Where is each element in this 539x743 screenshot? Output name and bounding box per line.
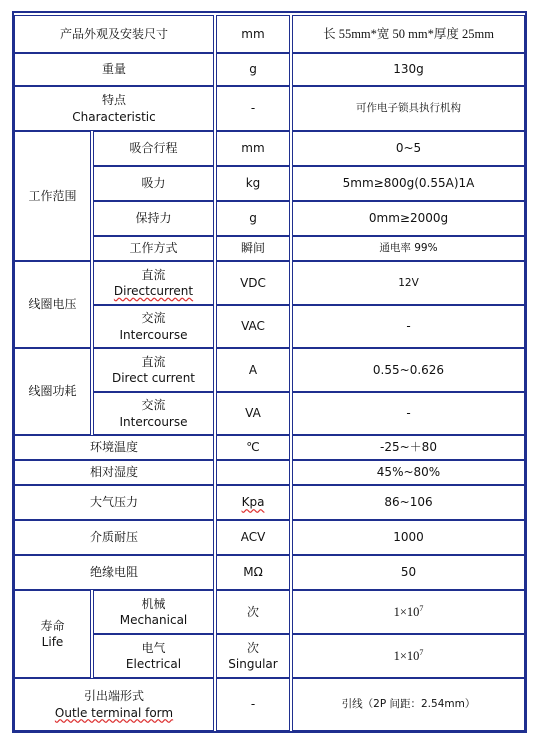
voltage-ac-en: Intercourse (119, 327, 188, 342)
temp-name: 环境温度 (14, 435, 214, 460)
insulation-value: 50 (292, 555, 525, 590)
outlet-name-cn: 引出端形式 (83, 689, 144, 704)
humidity-name: 相对湿度 (14, 460, 214, 485)
dims-unit: mm (216, 15, 290, 53)
power-dc-value: 0.55~0.626 (292, 348, 525, 392)
voltage-dc-value: 12V (292, 261, 525, 305)
dielectric-unit: ACV (216, 520, 290, 555)
hold-value: 0mm≥2000g (292, 201, 525, 236)
life-elec-name (93, 634, 214, 678)
power-ac-en: Intercourse (119, 414, 188, 429)
voltage-dc-en: Directcurrent (113, 284, 194, 298)
pressure-unit-text: Kpa (241, 495, 265, 510)
power-group: 线圈功耗 (14, 348, 91, 435)
voltage-dc-name (93, 261, 214, 305)
force-name: 吸力 (93, 166, 214, 201)
life-group-cn: 寿命 (40, 618, 65, 633)
force-unit: kg (216, 166, 290, 201)
dims-value: 长 55mm*宽 50 mm*厚度 25mm (292, 15, 525, 53)
life-mech-value-exp: 7 (419, 603, 424, 613)
insulation-unit: MΩ (216, 555, 290, 590)
power-dc-unit: A (216, 348, 290, 392)
voltage-ac-unit: VAC (216, 305, 290, 348)
weight-value: 130g (292, 53, 525, 86)
power-dc-name (93, 348, 214, 392)
life-elec-unit-cn: 次 (246, 640, 259, 655)
feature-value: 可作电子锁具执行机构 (292, 86, 525, 131)
life-group-en: Life (41, 635, 64, 649)
dielectric-name: 介质耐压 (14, 520, 214, 555)
pressure-name: 大气压力 (14, 485, 214, 520)
outlet-value: 引线（2P 间距：2.54mm） (292, 678, 525, 731)
life-elec-unit-en: Singular (228, 657, 278, 671)
life-mech-en: Mechanical (119, 613, 188, 627)
stroke-value: 0~5 (292, 131, 525, 166)
outlet-name (14, 678, 214, 731)
humidity-unit (216, 460, 290, 485)
stroke-name: 吸合行程 (93, 131, 214, 166)
feature-name-cn: 特点 (101, 93, 126, 108)
outlet-unit: - (216, 678, 290, 731)
hold-unit: g (216, 201, 290, 236)
weight-unit: g (216, 53, 290, 86)
life-elec-unit (216, 634, 290, 678)
mode-unit: 瞬间 (216, 236, 290, 261)
voltage-ac-cn: 交流 (141, 311, 166, 326)
feature-unit: - (216, 86, 290, 131)
voltage-group: 线圈电压 (14, 261, 91, 348)
mode-value: 通电率 99% (292, 236, 525, 261)
life-mech-unit: 次 (216, 590, 290, 634)
stroke-unit: mm (216, 131, 290, 166)
voltage-ac-value: - (292, 305, 525, 348)
pressure-unit (216, 485, 290, 520)
power-dc-en: Direct current (111, 371, 196, 385)
life-elec-cn: 电气 (141, 640, 166, 655)
work-group: 工作范围 (14, 131, 91, 261)
humidity-value: 45%~80% (292, 460, 525, 485)
feature-name (14, 86, 214, 131)
dielectric-value: 1000 (292, 520, 525, 555)
hold-name: 保持力 (93, 201, 214, 236)
mode-name: 工作方式 (93, 236, 214, 261)
pressure-value: 86~106 (292, 485, 525, 520)
power-ac-cn: 交流 (141, 398, 166, 413)
voltage-ac-name (93, 305, 214, 348)
life-mech-value-base: 1×10 (393, 604, 420, 619)
life-mech-cn: 机械 (141, 596, 166, 611)
life-elec-en: Electrical (125, 657, 182, 671)
power-dc-cn: 直流 (141, 354, 166, 369)
temp-unit: ℃ (216, 435, 290, 460)
power-ac-value: - (292, 392, 525, 435)
power-ac-name (93, 392, 214, 435)
life-elec-value (292, 634, 525, 678)
life-mech-value (292, 590, 525, 634)
life-mech-name (93, 590, 214, 634)
insulation-name: 绝缘电阻 (14, 555, 214, 590)
weight-name: 重量 (14, 53, 214, 86)
force-value: 5mm≥800g(0.55A)1A (292, 166, 525, 201)
outlet-name-en: Outle terminal form (54, 705, 174, 720)
feature-name-en: Characteristic (72, 109, 156, 124)
voltage-dc-cn: 直流 (141, 267, 166, 282)
power-ac-unit: VA (216, 392, 290, 435)
dims-name: 产品外观及安装尺寸 (14, 15, 214, 53)
life-group (14, 590, 91, 678)
life-elec-value-exp: 7 (419, 647, 424, 657)
temp-value: -25~＋80 (292, 435, 525, 460)
voltage-dc-unit: VDC (216, 261, 290, 305)
life-elec-value-base: 1×10 (393, 648, 420, 663)
